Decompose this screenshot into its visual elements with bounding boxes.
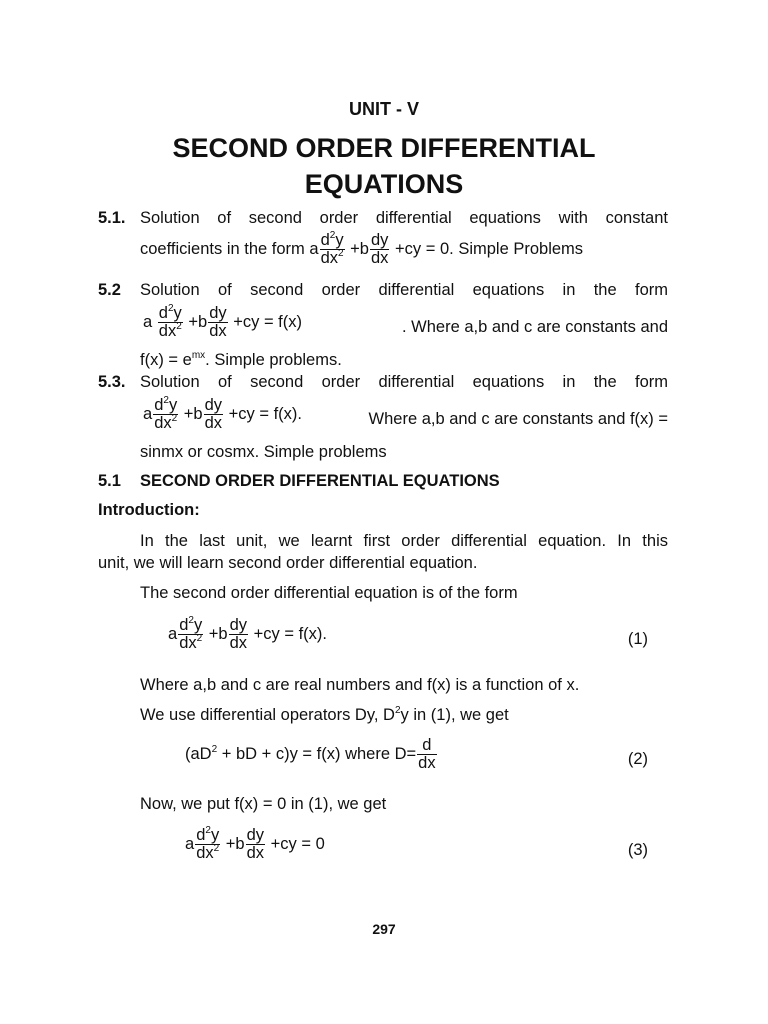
syllabus-5-2-line2: a $\frac{d^2y}{dx^2}$ +b $\frac{dy}{dx}$ +cy = f(x) . Where a,b and c are constants and: [143, 302, 668, 341]
equation-2-number: (2): [627, 750, 648, 768]
second-derivative-fraction: $\frac{d^2y}{dx^2}$: [154, 394, 178, 433]
equation-1: a $\frac{d^2y}{dx^2}$ +b $\frac{dy}{dx}$ +cy = f(x).: [168, 614, 327, 653]
coef-a: a: [309, 240, 319, 259]
syllabus-5-2-line3: $f(x) = e^{mx}$. Simple problems.: [140, 349, 342, 369]
put-sentence: Now, we put f(x) = 0 in (1), we get: [140, 795, 387, 813]
syllabus-5-2-suffix: . Where a,b and c are constants and: [402, 318, 668, 336]
intro-heading: Introduction:: [98, 501, 200, 519]
syllabus-5-3-line3: sinmx or cosmx. Simple problems: [140, 443, 387, 461]
second-derivative-fraction: $\frac{d^2y}{dx^2}$: [179, 614, 203, 653]
syllabus-5-1-prefix: coefficients in the form: [140, 240, 305, 259]
equation-3: a $\frac{d^2y}{dx^2}$ +b $\frac{dy}{dx}$ +cy = 0: [185, 824, 325, 863]
section-heading: SECOND ORDER DIFFERENTIAL EQUATIONS: [140, 472, 500, 490]
first-derivative-fraction: $\frac{dy}{dx}$: [246, 826, 265, 863]
equation-1-number: (1): [627, 630, 648, 648]
second-derivative-fraction: $\frac{d^2y}{dx^2}$: [196, 824, 220, 863]
section-number: 5.1: [98, 472, 121, 490]
second-derivative-fraction: $\frac{d^2y}{dx^2}$: [320, 229, 344, 268]
page-number: 297: [372, 921, 396, 937]
form-sentence: The second order differential equation is of the form: [140, 584, 518, 602]
coef-b: b: [359, 240, 369, 259]
syllabus-5-3-number: 5.3.: [98, 373, 126, 391]
unit-heading: UNIT - V: [349, 99, 419, 119]
syllabus-5-3-line2: a $\frac{d^2y}{dx^2}$ +b $\frac{dy}{dx}$ +cy = f(x). Where a,b and c are constants and f(x) =: [143, 394, 668, 433]
derivative-operator-fraction: $\frac{d}{dx}$: [418, 736, 436, 773]
second-derivative-fraction: $\frac{d^2y}{dx^2}$: [158, 302, 182, 341]
intro-paragraph-line2: unit, we will learn second order differential equation.: [98, 554, 478, 572]
first-derivative-fraction: $\frac{dy}{dx}$: [209, 304, 227, 341]
operators-sentence: We use differential operators Dy, $D^2y$ in (1), we get: [140, 704, 509, 724]
syllabus-5-1-suffix: Simple Problems: [458, 240, 584, 259]
equation-2: ($aD^2$ + bD + c)y = f(x) where D= $\frac{d}{dx}$: [185, 736, 436, 773]
equation-3-number: (3): [627, 841, 648, 859]
syllabus-5-1-line2: coefficients in the form a $\frac{d^2y}{dx^2}$ +b $\frac{dy}{dx}$ +cy = 0. Simple Problems: [140, 229, 584, 268]
syllabus-5-3-line1: Solution of second order differential equations in the form: [140, 373, 668, 391]
first-derivative-fraction: $\frac{dy}{dx}$: [204, 396, 223, 433]
title-line-2: EQUATIONS: [304, 169, 464, 199]
syllabus-5-1-number: 5.1.: [98, 209, 126, 227]
syllabus-5-2-line1: Solution of second order differential equations in the form: [140, 281, 668, 299]
eq-rhs: cy = 0.: [404, 240, 454, 259]
intro-paragraph-line1: In the last unit, we learnt first order differential equation. In this: [140, 532, 668, 550]
syllabus-5-1-line1: Solution of second order differential equations with constant: [140, 209, 668, 227]
syllabus-5-3-suffix: Where a,b and c are constants and f(x) =: [368, 410, 668, 428]
syllabus-5-2-number: 5.2: [98, 281, 121, 299]
where-sentence: Where a,b and c are real numbers and f(x) is a function of x.: [140, 676, 580, 694]
page-title: [0, 130, 768, 202]
first-derivative-fraction: $\frac{dy}{dx}$: [370, 231, 389, 268]
title-line-1: SECOND ORDER DIFFERENTIAL: [172, 133, 596, 163]
first-derivative-fraction: $\frac{dy}{dx}$: [229, 616, 248, 653]
